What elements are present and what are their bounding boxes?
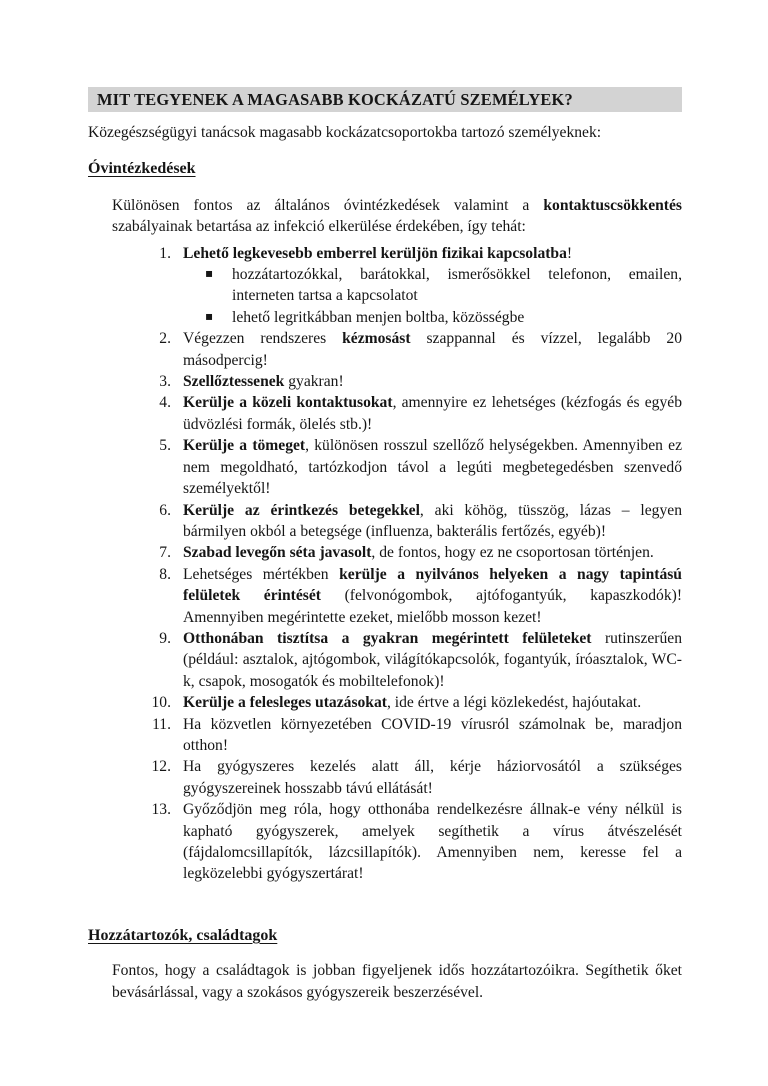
- text-run: Végezzen rendszeres: [183, 330, 343, 348]
- text-run: Szabad levegőn séta javasolt: [183, 544, 372, 562]
- list-item-number: 11.: [152, 715, 171, 733]
- text-run: kontaktuscsökkentés: [543, 196, 682, 214]
- list-item-text: [183, 630, 682, 690]
- list-item: [88, 371, 682, 392]
- list-item: [88, 756, 682, 799]
- sub-list-item-text: [232, 266, 682, 304]
- text-run: Fontos, hogy a családtagok is jobban figyeljenek idős hozzátartozóikra. Segíthetik őket bevásárlással, vagy a szokásos gyógyszereik beszerzésével.: [112, 962, 682, 1001]
- list-item-text: [183, 801, 682, 882]
- list-item-number: 4.: [159, 394, 171, 412]
- text-run: Kerülje a tömeget: [183, 437, 306, 455]
- sub-list-item: [88, 264, 682, 307]
- square-bullet-icon: ▪: [205, 308, 214, 323]
- document-subtitle: Közegészségügyi tanácsok magasabb kockázatcsoportokba tartozó személyeknek:: [88, 124, 602, 141]
- text-run: kézmosást: [342, 330, 411, 348]
- section-heading-family: Hozzátartozók, családtagok: [88, 926, 278, 944]
- list-item-text: [183, 694, 641, 711]
- list-item-text: [183, 716, 682, 754]
- list-item-number: 9.: [159, 629, 171, 647]
- list-item-number: 2.: [159, 330, 171, 348]
- text-run: gyakran!: [284, 373, 344, 391]
- list-item: [88, 714, 682, 757]
- list-item: [88, 628, 682, 692]
- text-run: Kerülje az érintkezés betegekkel: [183, 501, 420, 519]
- list-item: [88, 542, 682, 563]
- text-run: Szellőztessenek: [183, 373, 285, 391]
- list-item-text: [183, 758, 682, 796]
- text-run: Ha közvetlen környezetében COVID-19 vírusról számolnak be, maradjon otthon!: [183, 715, 682, 754]
- list-item-number: 6.: [159, 501, 171, 519]
- text-run: , de fontos, hogy ez ne csoportosan történjen.: [371, 544, 654, 562]
- text-run: (felvonógombok, ajtófogantyúk, kapaszkodók)! Amennyiben megérintette ezeket, mielőbb mosson kezet!: [183, 587, 683, 626]
- text-run: kerülje a nyilvános helyeken a nagy tapintású felületek érintését: [183, 565, 682, 605]
- list-item: [88, 435, 682, 499]
- list-item: [88, 799, 682, 885]
- intro-paragraph: [112, 195, 682, 238]
- precautions-list: [88, 243, 682, 885]
- square-bullet-icon: ▪: [205, 266, 214, 281]
- text-run: Különösen fontos az általános óvintézkedések valamint a: [112, 196, 544, 214]
- list-item-text: [183, 330, 682, 368]
- document-title: MIT TEGYENEK A MAGASABB KOCKÁZATÚ SZEMÉLYEK?: [88, 87, 682, 112]
- closing-paragraph: [112, 960, 682, 1003]
- text-run: hozzátartozókkal, barátokkal, ismerősökkel telefonon, emailen, interneten tartsa a kapcsolatot: [232, 266, 682, 305]
- text-run: , különösen rosszul szellőző helységekben. Amennyiben ez nem megoldható, tartózkodjon távol a legúti megbetegedésben szenvedő személyektől!: [183, 437, 682, 498]
- list-item: [88, 500, 682, 543]
- list-item-number: 5.: [159, 437, 171, 455]
- list-item-text: [183, 394, 682, 432]
- list-item: [88, 692, 682, 713]
- text-run: Lehető legkevesebb emberrel kerüljön fizikai kapcsolatba: [183, 244, 567, 262]
- text-run: lehető legritkábban menjen boltba, közösségbe: [232, 308, 525, 326]
- list-item-number: 7.: [159, 544, 171, 562]
- text-run: Kerülje a közeli kontaktusokat: [183, 394, 393, 412]
- list-item-text: [183, 502, 682, 540]
- list-item-number: 8.: [159, 565, 171, 583]
- sub-list-item: [88, 307, 682, 328]
- text-run: Kerülje a felesleges utazásokat: [183, 694, 387, 712]
- list-item-text: [183, 437, 682, 497]
- list-item-text: [183, 373, 344, 390]
- text-run: , ide értve a légi közlekedést, hajóutakat.: [386, 694, 642, 712]
- text-run: szappannal és vízzel, legalább 20 másodpercig!: [183, 330, 682, 369]
- list-item-text: [183, 544, 654, 561]
- text-run: !: [566, 244, 573, 262]
- list-item: [88, 243, 682, 264]
- list-item: [88, 564, 682, 628]
- list-item-number: 10.: [151, 694, 171, 712]
- list-item-number: 3.: [159, 373, 171, 391]
- text-run: , aki köhög, tüsszög, lázas – legyen bármilyen okból a betegsége (influenza, bakterális fertőzés, egyéb)!: [183, 501, 682, 540]
- text-run: , amennyire ez lehetséges (kézfogás és egyéb üdvözlési formák, ölelés stb.)!: [183, 394, 682, 433]
- text-run: Ha gyógyszeres kezelés alatt áll, kérje háziorvosától a szükséges gyógyszereinek hosszabb távú ellátását!: [183, 758, 682, 797]
- text-run: rutinszerűen (például: asztalok, ajtógombok, világítókapcsolók, fogantyúk, íróasztalok, WC-k, csapok, mosogatók és mobiltelefonok)!: [183, 629, 683, 690]
- text-run: Lehetséges mértékben: [183, 565, 340, 583]
- list-item-text: [183, 566, 682, 626]
- list-item-number: 12.: [151, 758, 171, 776]
- section-heading-precautions: Óvintézkedések: [88, 160, 196, 178]
- text-run: szabályainak betartása az infekció elkerülése érdekében, így tehát:: [112, 218, 526, 236]
- list-item-number: 1.: [159, 244, 171, 262]
- list-item-text: [183, 245, 572, 262]
- list-item: [88, 328, 682, 371]
- sub-list-item-text: [232, 309, 524, 326]
- list-item-number: 13.: [151, 801, 171, 819]
- text-run: Otthonában tisztítsa a gyakran megérintett felületeket: [183, 629, 592, 647]
- list-item: [88, 392, 682, 435]
- text-run: Győződjön meg róla, hogy otthonába rendelkezésre állnak-e vény nélkül is kapható gyógyszerek, amelyek segíthetik a vírus átvészelését (fájdalomcsillapítók, lázcsillapítók). Amennyiben nem, keresse fel a legközelebbi gyógyszertárat!: [183, 801, 682, 883]
